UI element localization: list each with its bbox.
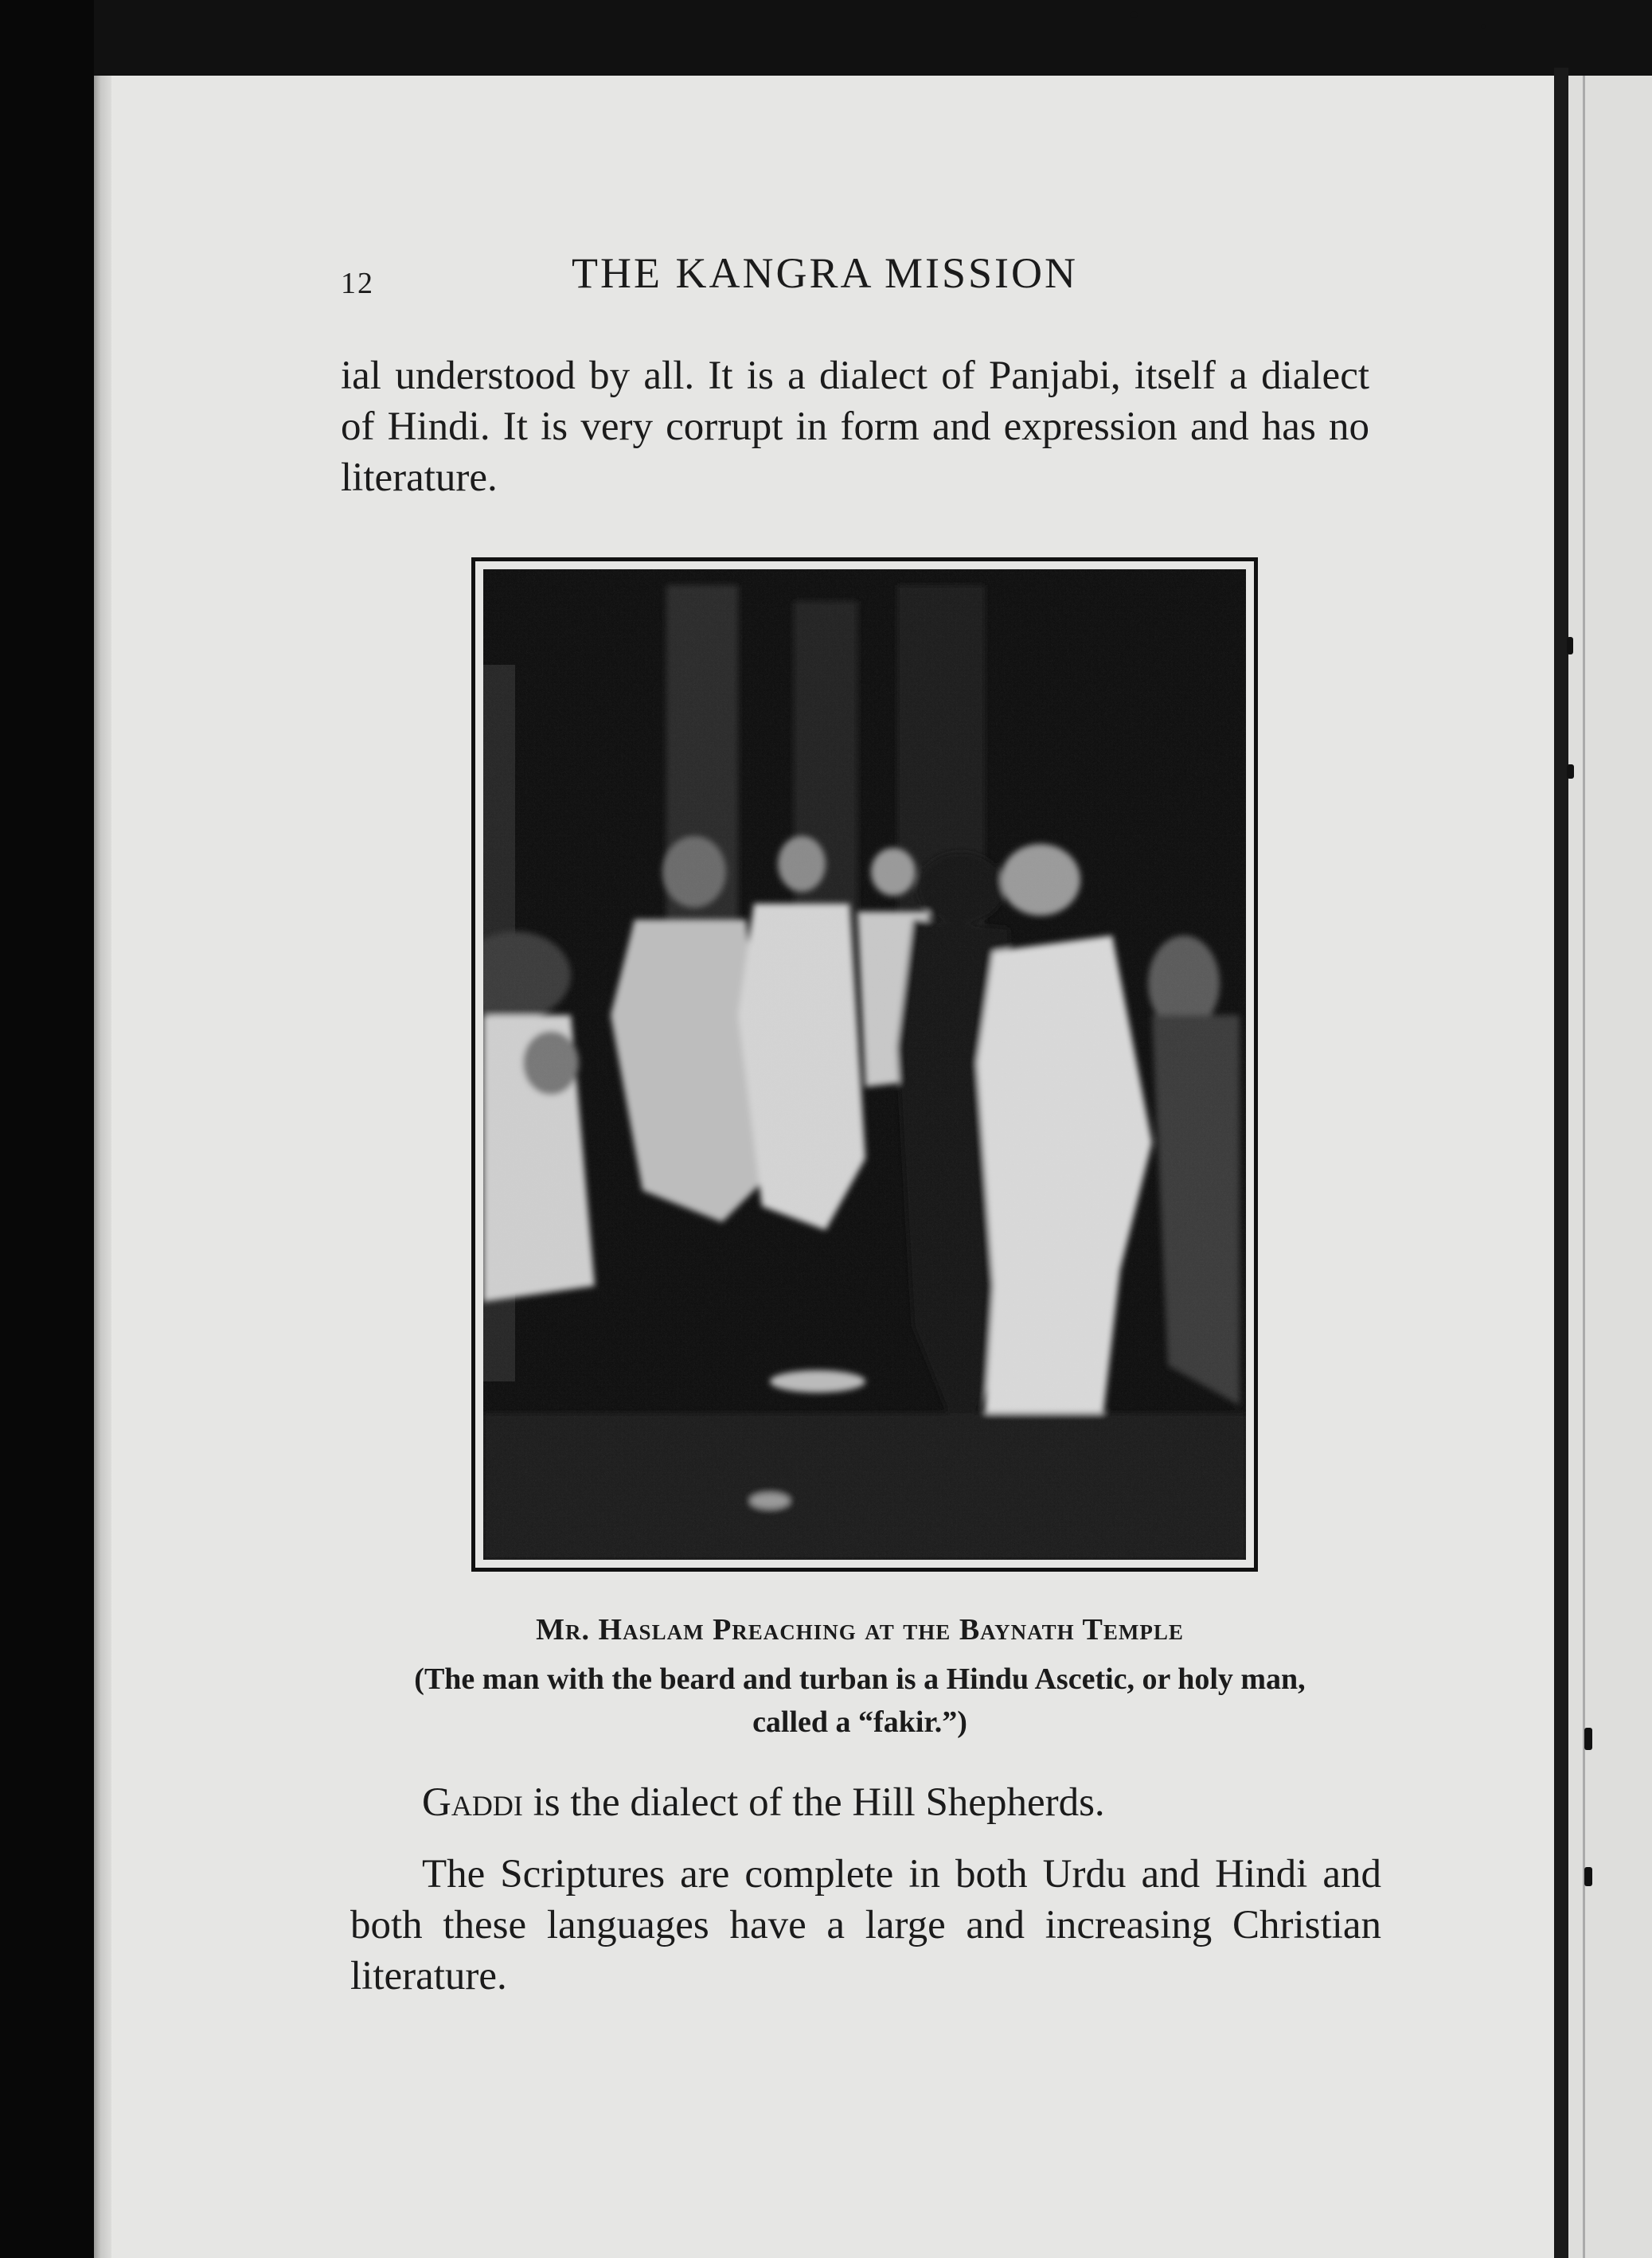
scan-left-border xyxy=(0,0,94,2258)
facing-page-edge xyxy=(1568,76,1652,2258)
scan-speck xyxy=(1131,11,1138,18)
book-gutter xyxy=(1554,68,1568,2258)
paragraph-2-text: is the dialect of the Hill Shepherds. xyxy=(522,1780,1105,1825)
scan-speck xyxy=(1567,764,1574,779)
paragraph-3: The Scriptures are complete in both Urdu and Hindi and both these languages have a large and increasing Christian literature. xyxy=(350,1852,1381,1998)
page-number: 12 xyxy=(341,267,374,300)
photo-frame xyxy=(471,557,1258,1572)
running-title: THE KANGRA MISSION xyxy=(572,249,1079,297)
facing-page-fold xyxy=(1583,76,1585,2258)
paragraph-2 xyxy=(350,1777,1385,1828)
temple-photograph xyxy=(483,569,1246,1560)
scan-speck xyxy=(1481,24,1486,29)
photo-caption-note: (The man with the beard and turban is a Hindu Ascetic, or holy man, called a “fakir.”) xyxy=(414,1662,1306,1739)
scan-speck xyxy=(1567,637,1573,654)
paragraph-1: ial understood by all. It is a dialect of Panjabi, itself a dialect of Hindi. It is very corrupt in form and expression and has no literature. xyxy=(341,354,1369,500)
scan-speck xyxy=(1584,1867,1592,1886)
scan-top-border xyxy=(0,0,1652,76)
photo-caption-title: Mr. Haslam Preaching at the Baynath Temple xyxy=(536,1613,1184,1647)
gaddi-term: Gaddi xyxy=(422,1780,523,1825)
running-head xyxy=(341,248,1424,304)
page-edge-shadow xyxy=(94,76,111,2258)
scan-speck xyxy=(1584,1728,1592,1750)
